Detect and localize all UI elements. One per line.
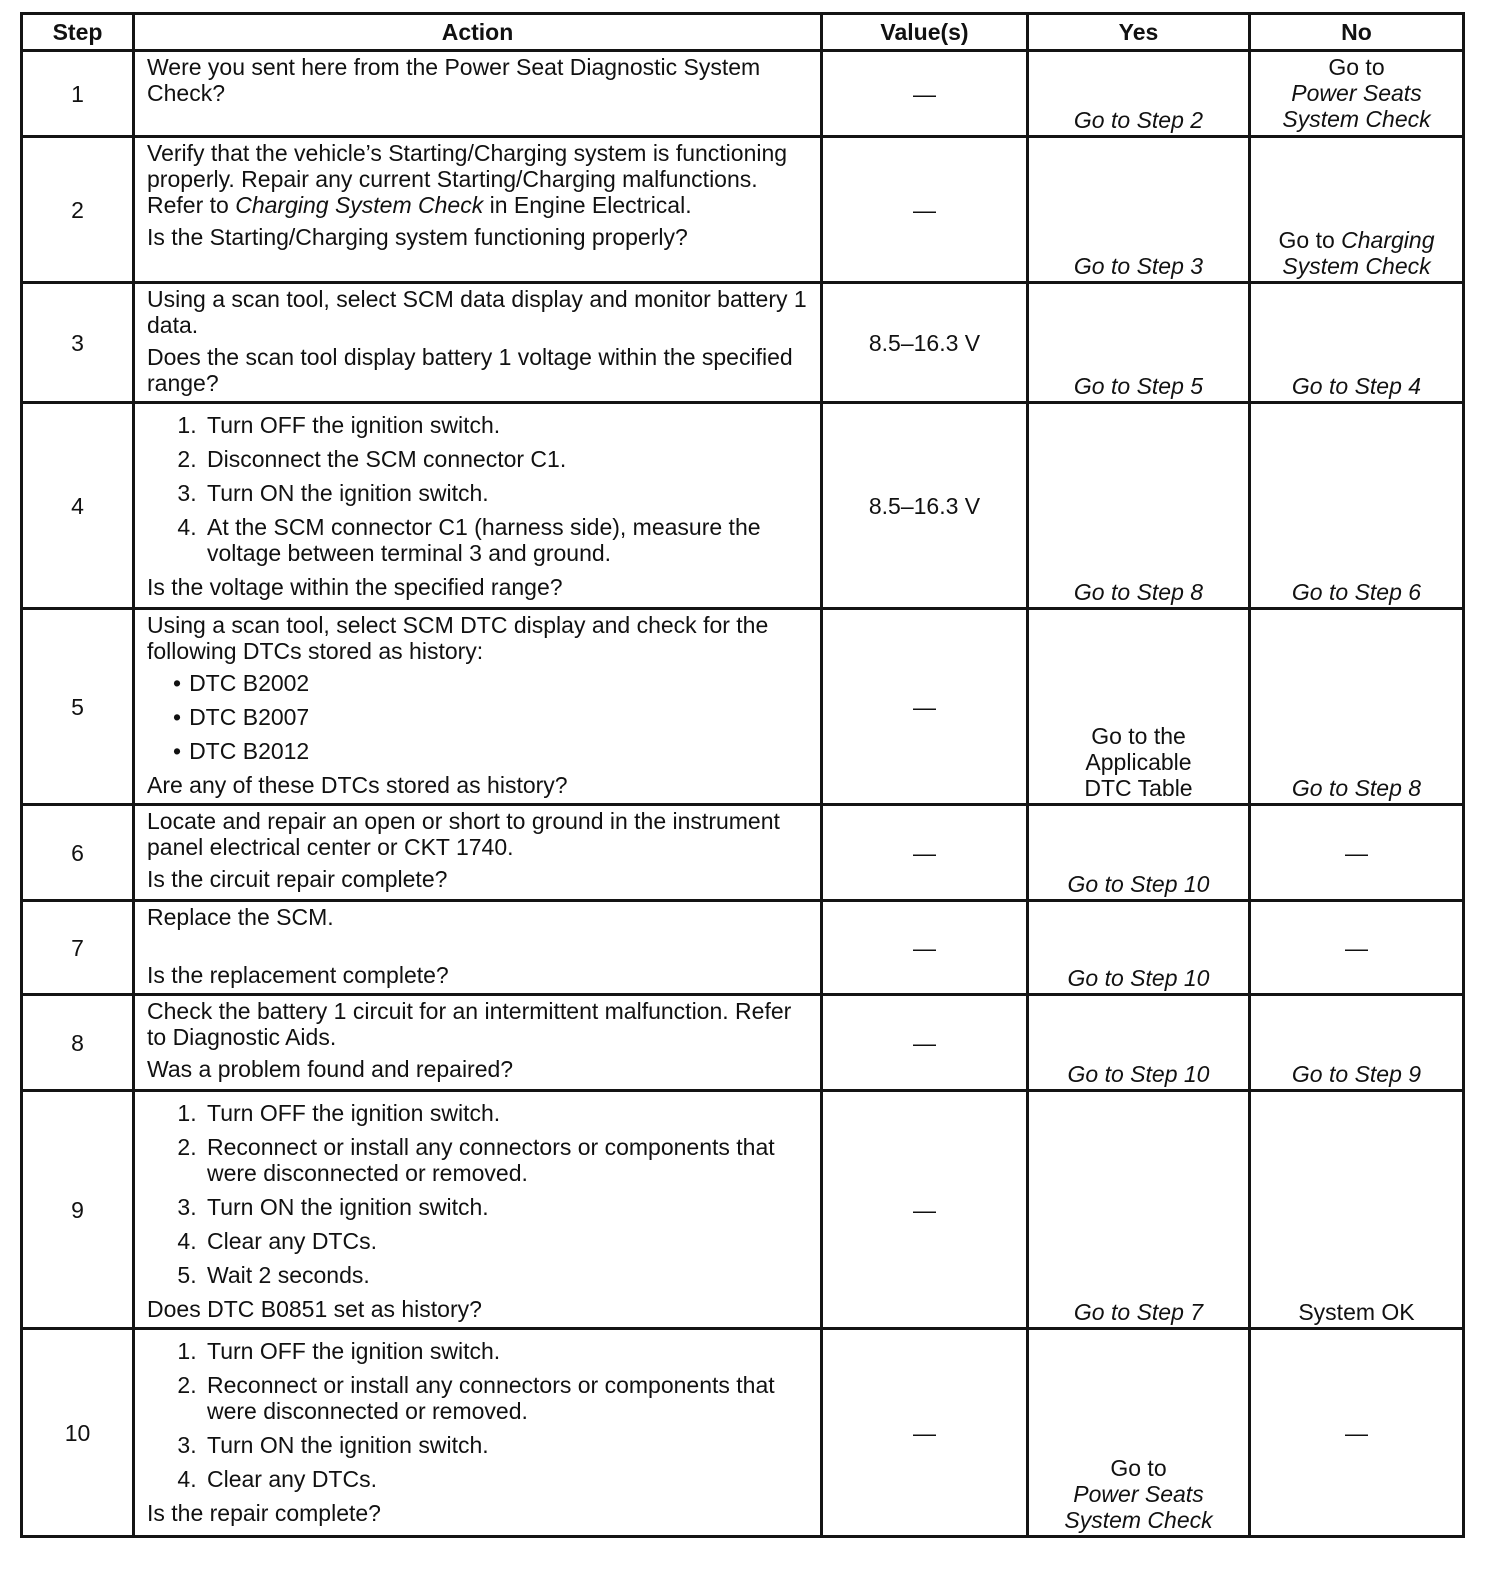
no-cell [1250,1091,1464,1329]
value-cell: — [822,1091,1028,1329]
yes-cell [1028,1329,1250,1537]
action-cell [134,609,822,805]
no-link[interactable]: Go to Step 9 [1291,1061,1422,1087]
yes-link[interactable]: Go to Step 10 [1067,965,1210,991]
value-cell: — [822,137,1028,283]
yes-link[interactable]: Go to Step 8 [1073,579,1204,605]
action-text: Check the battery 1 circuit for an intermittent malfunction. Refer to Diagnostic Aids. [147,998,792,1050]
table-row [22,283,1464,403]
yes-link[interactable]: Go to Step 10 [1067,1061,1210,1087]
value-cell: 8.5–16.3 V [822,403,1028,609]
value-cell: 8.5–16.3 V [822,283,1028,403]
action-cell [134,901,822,995]
question-text: Does DTC B0851 set as history? [147,1296,482,1322]
action-cell [134,283,822,403]
no-cell [1250,995,1464,1091]
step-number: 7 [22,901,134,995]
header-yes: Yes [1028,14,1250,51]
yes-cell [1028,283,1250,403]
yes-link[interactable]: Go to Step 5 [1073,373,1204,399]
procedure-list [147,412,810,566]
header-no: No [1250,14,1464,51]
yes-link[interactable]: Power Seats System Check [1064,1481,1213,1533]
step-number: 2 [22,137,134,283]
action-text: Locate and repair an open or short to ground in the instrument panel electrical center or CKT 1740. [147,808,780,860]
yes-text: Go to [1110,1455,1167,1481]
action-text: Replace the SCM. [147,904,334,930]
no-link[interactable]: Go to Step 8 [1291,775,1422,801]
diagnostic-table [20,12,1465,1538]
no-link[interactable]: Charging System Check [1282,227,1435,279]
table-row [22,137,1464,283]
question-text: Was a problem found and repaired? [147,1056,514,1082]
no-link[interactable]: Go to Step 6 [1291,579,1422,605]
action-cell [134,1329,822,1537]
procedure-item: 3. Turn ON the ignition switch. [203,1194,810,1220]
procedure-item: 4. Clear any DTCs. [203,1466,810,1492]
header-action: Action [134,14,822,51]
action-text: Were you sent here from the Power Seat Diagnostic System Check? [147,54,761,106]
step-number: 1 [22,51,134,137]
yes-link[interactable]: Go to Step 2 [1073,107,1204,133]
dtc-list [147,670,810,764]
no-cell [1250,609,1464,805]
action-text: Verify that the vehicle’s Starting/Charging system is functioning properly. Repair any current Starting/Charging malfunctions. Refer to Charging System Check in Engine Electrical. [147,140,788,218]
question-text: Is the repair complete? [147,1500,381,1526]
yes-cell [1028,609,1250,805]
header-values: Value(s) [822,14,1028,51]
procedure-item: 5. Wait 2 seconds. [203,1262,810,1288]
action-text: Using a scan tool, select SCM data display and monitor battery 1 data. [147,286,807,338]
yes-cell [1028,51,1250,137]
yes-link[interactable]: Go to Step 3 [1073,253,1204,279]
step-number: 9 [22,1091,134,1329]
table-row [22,995,1464,1091]
action-cell [134,1091,822,1329]
step-number: 3 [22,283,134,403]
yes-link[interactable]: Go to the Applicable DTC Table [1084,723,1193,801]
no-link[interactable]: Power Seats System Check [1282,80,1431,132]
procedure-item: 2. Disconnect the SCM connector C1. [203,446,810,472]
procedure-item: 2. Reconnect or install any connectors or components that were disconnected or removed. [203,1134,810,1186]
procedure-item: 3. Turn ON the ignition switch. [203,1432,810,1458]
no-text: Go to [1328,54,1385,80]
no-text: Go to [1278,227,1335,253]
dtc-item: • DTC B2012 [191,738,810,764]
reference-link[interactable]: Charging System Check [235,192,484,218]
table-row [22,51,1464,137]
dtc-item: • DTC B2007 [191,704,810,730]
table-row [22,1329,1464,1537]
no-cell [1250,51,1464,137]
no-cell: — [1250,1329,1464,1537]
no-result: System OK [1298,1299,1415,1325]
dtc-item: • DTC B2002 [191,670,810,696]
procedure-item: 1. Turn OFF the ignition switch. [203,1338,810,1364]
value-cell: — [822,995,1028,1091]
step-number: 4 [22,403,134,609]
action-cell [134,995,822,1091]
table-row [22,805,1464,901]
yes-link[interactable]: Go to Step 7 [1073,1299,1204,1325]
no-cell [1250,137,1464,283]
yes-cell [1028,901,1250,995]
procedure-list [147,1100,810,1288]
no-cell [1250,283,1464,403]
procedure-item: 1. Turn OFF the ignition switch. [203,1100,810,1126]
action-text: Using a scan tool, select SCM DTC display and check for the following DTCs stored as history: [147,612,769,664]
action-cell [134,403,822,609]
procedure-item: 4. At the SCM connector C1 (harness side), measure the voltage between terminal 3 and ground. [203,514,810,566]
yes-link[interactable]: Go to Step 10 [1067,871,1210,897]
question-text: Is the voltage within the specified range? [147,574,563,600]
table-row [22,901,1464,995]
no-cell: — [1250,805,1464,901]
step-number: 5 [22,609,134,805]
procedure-list [147,1338,810,1492]
yes-cell [1028,805,1250,901]
table-row [22,403,1464,609]
yes-cell [1028,137,1250,283]
question-text: Is the replacement complete? [147,962,449,988]
no-cell [1250,403,1464,609]
step-number: 6 [22,805,134,901]
procedure-item: 4. Clear any DTCs. [203,1228,810,1254]
question-text: Are any of these DTCs stored as history? [147,772,568,798]
yes-cell [1028,995,1250,1091]
header-row [22,14,1464,51]
value-cell: — [822,51,1028,137]
no-link[interactable]: Go to Step 4 [1291,373,1422,399]
question-text: Is the Starting/Charging system functioning properly? [147,224,688,250]
no-cell: — [1250,901,1464,995]
yes-cell [1028,1091,1250,1329]
action-cell [134,51,822,137]
table-row [22,609,1464,805]
question-text: Is the circuit repair complete? [147,866,448,892]
action-cell [134,137,822,283]
action-cell [134,805,822,901]
procedure-item: 3. Turn ON the ignition switch. [203,480,810,506]
yes-cell [1028,403,1250,609]
table-row [22,1091,1464,1329]
procedure-item: 2. Reconnect or install any connectors or components that were disconnected or removed. [203,1372,810,1424]
value-cell: — [822,901,1028,995]
question-text: Does the scan tool display battery 1 voltage within the specified range? [147,344,793,396]
value-cell: — [822,609,1028,805]
step-number: 10 [22,1329,134,1537]
procedure-item: 1. Turn OFF the ignition switch. [203,412,810,438]
step-number: 8 [22,995,134,1091]
value-cell: — [822,805,1028,901]
value-cell: — [822,1329,1028,1537]
header-step: Step [22,14,134,51]
